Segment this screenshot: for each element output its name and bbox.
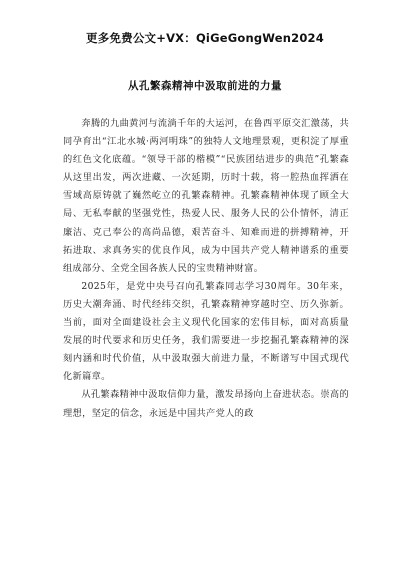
paragraph: 奔腾的九曲黄河与流淌千年的大运河，在鲁西平原交汇激荡，共同孕育出“江北水城·两河明珠”的独特人文地理景观，更积淀了厚重的红色文化底蕴。“领导干部的楷模”“民族团结进步的典范”孔繁森从这里出发，两次进藏、一次延期，历时十载，将一腔热血挥洒在雪域高原铸就了巍然屹立的孔繁森精神。孔繁森精神体现了顾全大局、无私奉献的坚强党性，热爱人民、服务人民的公仆情怀，清正廉洁、克己奉公的高尚品德，艰苦奋斗、知难而进的拼搏精神，开拓进取、求真务实的优良作风，成为中国共产党人精神谱系的重要组成部分、全党全国各族人民的宝贵精神财富。 xyxy=(63,118,349,274)
promo-header: 更多免费公文+VX：QiGeGongWen2024 xyxy=(86,31,324,45)
paragraph: 2025年，是党中央号召向孔繁森同志学习30周年。30年来，历史大潮奔涌、时代经纬交织，孔繁森精神穿越时空、历久弥新。当前，面对全面建设社会主义现代化国家的宏伟目标，面对高质量发展的时代要求和历史任务，我们需要进一步挖掘孔繁森精神的深刻内涵和时代价值，从中汲取强大前进力量，不断谱写中国式现代化新篇章。 xyxy=(63,280,349,383)
paragraph: 从孔繁森精神中汲取信仰力量，激发昂扬向上奋进状态。崇高的理想，坚定的信念，永远是中国共产党人的政 xyxy=(63,389,349,419)
document-body xyxy=(63,115,349,423)
document-title: 从孔繁森精神中汲取前进的力量 xyxy=(128,80,282,92)
